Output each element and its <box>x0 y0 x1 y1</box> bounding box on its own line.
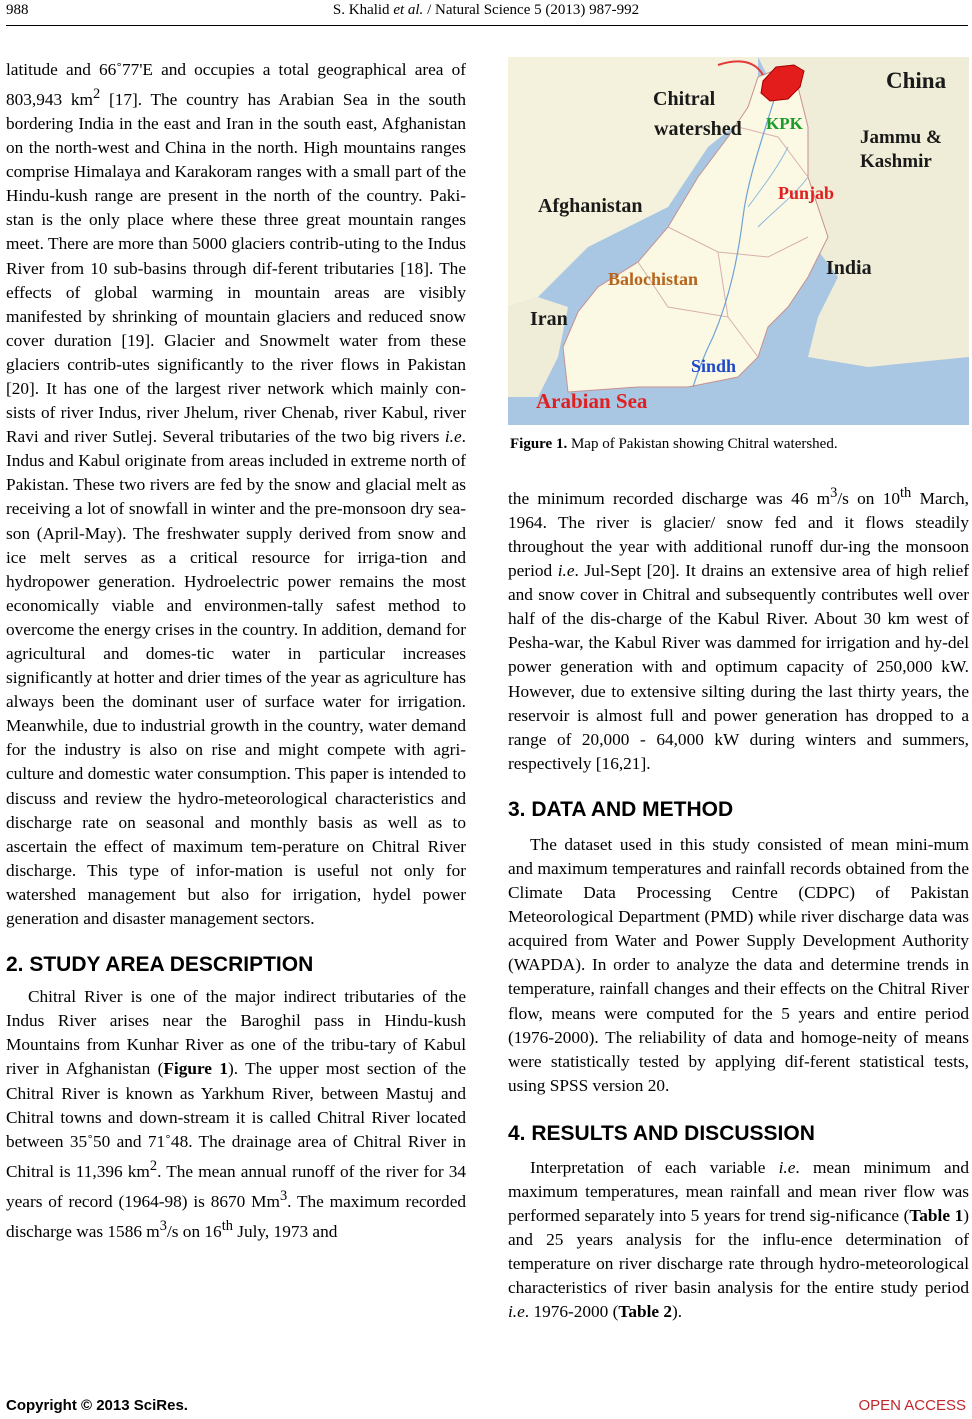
label-jammu: Jammu & <box>860 127 942 148</box>
table-2-reference: Table 2 <box>618 1302 673 1322</box>
label-chitral: Chitral <box>653 88 716 110</box>
figure-caption: Figure 1. Map of Pakistan showing Chitral watershed. <box>510 436 838 452</box>
label-arabian-sea: Arabian Sea <box>536 389 648 413</box>
label-india: India <box>826 257 872 279</box>
table-1-reference: Table 1 <box>909 1206 964 1226</box>
intro-paragraph: latitude and 66˚77'E and occupies a total geographical area of 803,943 $km^2$ [17]. The country has Arabian Sea in the south bordering India in the east and Iran in the south east, Afghanistan on the north-west and China in the north. High mountains ranges comprise Himalaya and Karakoram ranges with a small part of the Hindu-kush range are present in the north of the country. Paki-stan is the only place where these three great mountain ranges meet. There are more than 5000 glaciers contrib-uting to the Indus River from 10 sub-basins through dif-ferent tributaries [18]. The effects of global warming in mountain areas are visibly manifested by shrinking of mountain glaciers and reduced snow cover duration [19]. Glacier and Snowmelt water from these glaciers contrib-utes significantly to the river flows in Pakistan [20]. It has one of the largest river network which mainly con-sists of river Indus, river Jhelum, river Chenab, river Kabul, river Ravi and river Sutlej. Several tributaries of the two big rivers i.e. Indus and Kabul originate from areas included in extreme north of Pakistan. These two rivers are fed by the snow and glacial melt as receiving a lot of snowfall in winter and the pre-monsoon dry sea-son (April-May). The freshwater supply derived from snow and ice melt serves as a critical resource for irriga-tion and hydropower generation. Hydroelectric power remains the most economically viable and environmen-tally safest method to overcome the energy crises in the country. In addition, demand for agricultural and domes-tic water in particular increases significantly at hotter and drier times of the year as agriculture has always been the dominant user of surface water for irrigation. Meanwhile, due to industrial growth in the country, water demand for the industry is also on rise and might compete with agri-culture and domestic water consumption. This paper is intended to discuss and review the hydro-meteorological characteristics and discharge rate on seasonal and monthly basis as well as to ascertain the effect of maximum tem-perature on Chitral River discharge. This type of infor-mation is useful not only for watershed management but also for irrigation, hydel power generation and disaster management sectors. <box>6 60 467 929</box>
label-afghanistan: Afghanistan <box>538 195 643 217</box>
label-watershed: watershed <box>654 118 742 140</box>
section-heading-results: 4. RESULTS AND DISCUSSION <box>508 1121 815 1145</box>
figure-1-reference: Figure 1 <box>163 1059 228 1079</box>
label-balochistan: Balochistan <box>608 269 699 289</box>
page-header <box>0 0 972 26</box>
label-iran: Iran <box>530 308 568 330</box>
data-method-paragraph: The dataset used in this study consisted of mean mini-mum and maximum temperatures and rainfall records obtained from the Climate Data Processing Centre (CDPC) of Pakistan Meteorological Department (PMD) while river discharge data was acquired from Water and Power Supply Development Authority (WAPDA). In order to analyze the data and determine trends in temperature, rainfall changes and their effects on the Chitral River flow, means were computed for the 5 years and entire period (1976-2000). The reliability of data and homoge-neity of means were statistically tested by applying dif-ferent statistical tests, using SPSS version 20. <box>508 834 969 1095</box>
results-paragraph: Interpretation of each variable i.e. mean minimum and maximum temperatures, mean rainfall and mean river flow was performed separately into 5 years for trend sig-nificance (Table 1) and 25 years analysis for the influ-ence determination of temperature on river discharge rate through hydro-meteorological characteristics of river basin analysis for the entire study period i.e. 1976-2000 (Table 2). <box>508 1157 969 1322</box>
header-rule <box>6 25 968 26</box>
page-number: 988 <box>6 2 29 18</box>
label-punjab: Punjab <box>778 183 835 203</box>
discharge-paragraph: the minimum recorded discharge was 46 $m^3/s$ on 10th March, 1964. The river is glacier/ snow fed and it flows steadily throughout the year with additional runoff dur-ing the monsoon period i.e. Jul-Sept [20]. It drains an extensive area of high relief and snow cover in Chitral and subsequently contributes well over half of the dis-charge of the Kabul River. About 30 km west of Pesha-war, the Kabul River was dammed for irrigation and hy-del power generation with and optimum capacity of 250,000 kW. However, due to extensive silting during the last thirty years, the reservoir is almost full and power generation has dropped to a range of 20,000 - 64,000 kW during winters and summers, respectively [16,21]. <box>508 485 969 773</box>
right-column <box>508 481 969 1325</box>
figure-label: Figure 1. <box>510 436 568 452</box>
open-access-label: OPEN ACCESS <box>858 1397 966 1414</box>
copyright-notice: Copyright © 2013 SciRes. <box>6 1397 188 1414</box>
label-kashmir: Kashmir <box>860 151 932 172</box>
map-of-pakistan <box>508 57 969 425</box>
label-china: China <box>886 68 947 93</box>
left-column <box>6 58 466 1243</box>
page-footer <box>0 1395 972 1419</box>
label-sindh: Sindh <box>691 356 737 376</box>
section-heading-study-area: 2. STUDY AREA DESCRIPTION <box>6 953 314 977</box>
label-kpk: KPK <box>766 114 803 133</box>
section-heading-data-method: 3. DATA AND METHOD <box>508 797 734 821</box>
running-title: S. Khalid et al. / Natural Science 5 (2013) 987-992 <box>332 2 640 18</box>
study-area-paragraph: Chitral River is one of the major indirect tributaries of the Indus River arises near the Baroghil pass in Hindu-kush Mountains from Kunhar River as one of the tribu-tary of Kabul river in Afghanistan (Figure 1). The upper most section of the Chitral River is known as Yarkhum River, between Mastuj and Chitral towns and down-stream it is called Chitral River located between 35˚50 and 71˚48. The drainage area of Chitral River in Chitral is 11,396 $km^2$. The mean annual runoff of the river for 34 years of record (1964-98) is 8670 Mm$^3$. The maximum recorded discharge was 1586 $m^3/s$ on 16th July, 1973 and <box>6 987 467 1241</box>
